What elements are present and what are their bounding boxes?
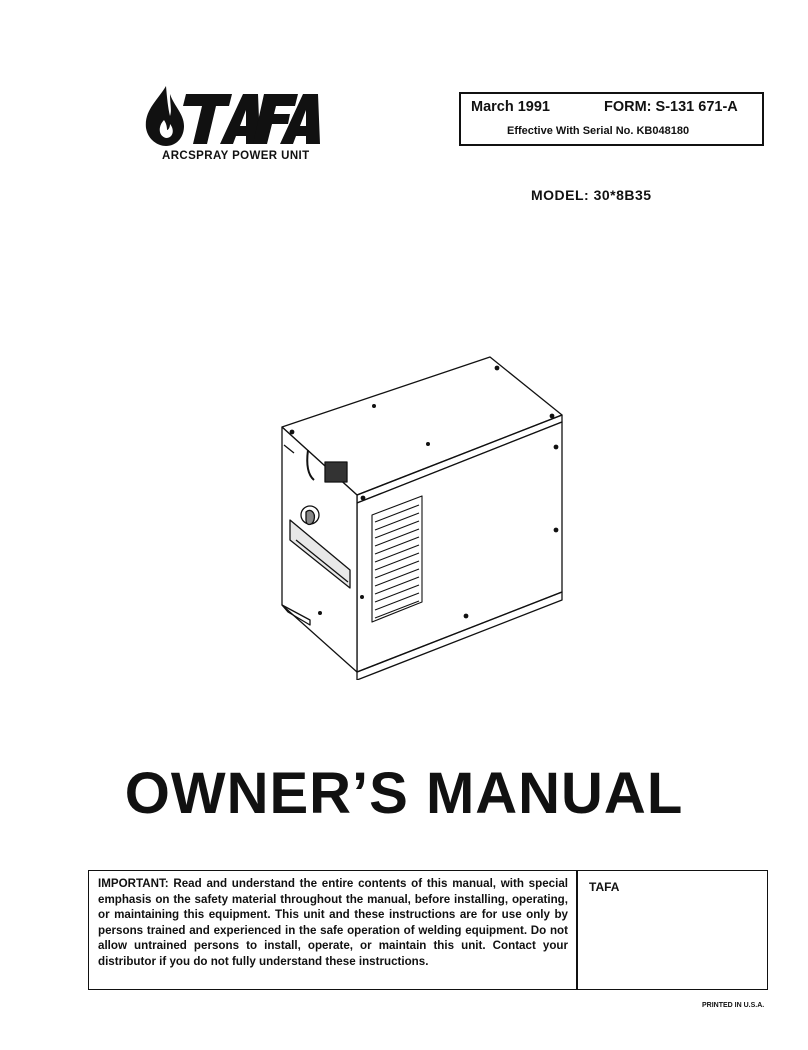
- form-info-box: [459, 92, 764, 146]
- form-date: March 1991: [471, 99, 550, 115]
- logo-subtitle: ARCSPRAY POWER UNIT: [162, 150, 310, 162]
- tafa-logo: [140, 80, 330, 170]
- printed-in-label: PRINTED IN U.S.A.: [702, 1002, 765, 1009]
- important-notice-text: IMPORTANT: Read and understand the entire contents of this manual, with special emphasis on the safety material throughout the manual, before installing, operating, or maintaining this equipment. This unit and these instructions are for use only by persons trained and experienced in the safe operation of welding equipment. Do not allow untrained persons to install, operate, or maintain this unit. Contact your distributor if you do not fully understand these instructions.: [98, 877, 568, 968]
- form-number: FORM: S-131 671-A: [604, 99, 738, 115]
- page-title: OWNER’S MANUAL: [124, 761, 684, 826]
- notice-brand: TAFA: [589, 880, 620, 894]
- power-unit-illustration: [270, 350, 580, 680]
- notice-divider: [576, 871, 578, 989]
- important-notice-box: [88, 870, 768, 990]
- serial-effective: Effective With Serial No. KB048180: [507, 125, 690, 137]
- model-number: MODEL: 30*8B35: [531, 187, 652, 203]
- power-unit-cabinet-icon: [270, 350, 580, 680]
- flame-logo-icon: [140, 80, 330, 150]
